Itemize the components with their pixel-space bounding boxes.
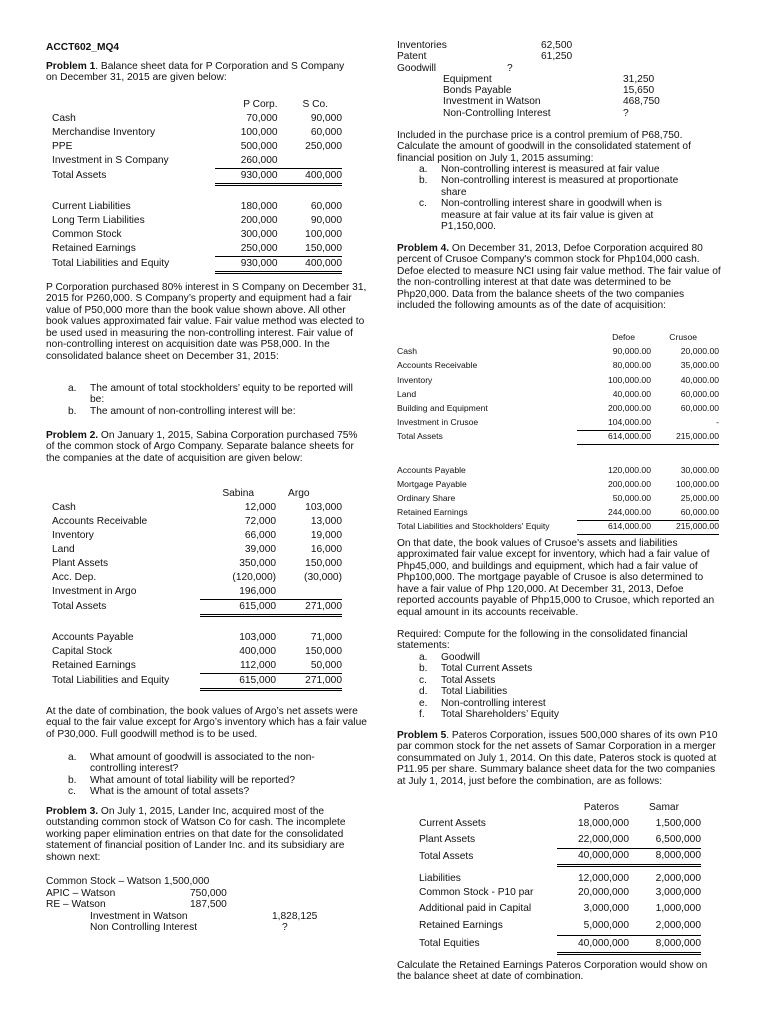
table-row: Liabilities 12,000,000 2,000,000 (419, 872, 701, 884)
table-row: Accounts Payable 120,000.00 30,000.00 (397, 464, 719, 475)
problem-1-narrative: P Corporation purchased 80% interest in S Company on December 31, 2015 for P260,000. S Company’s property and equipment had a fair value of P50,000 more than the book value shown above. All other book values approximated fair value. Fair value method was elected to be used used in measuring the non-controlling interest. Fair value of non-controlling interest on acquisition date was P58,000. In the consolidated balance sheet on December 31, 2015: (46, 282, 367, 362)
table-row: Land 39,000 16,000 (52, 544, 342, 556)
table-row: Land 40,000.00 60,000.00 (397, 388, 719, 399)
list-item: a. The amount of total stockholders’ equity to be reported will be: (68, 383, 353, 406)
table-row: Investment in Crusoe 104,000.00 - (397, 416, 719, 430)
problem-2-table: Sabina Argo Cash 12,000 103,000 Accounts Receivable 72,000 13,000 Inventory 66,000 19,000 Land 39,000 16,000 Plant Assets 350,000 150,000 Acc. Dep. (120,000) (30,000) Investment in Argo 196,000 Total Assets 615,000 271,000 Accounts Payable 103,000 71,000 Capital Stock 400,000 150,000 Retained Earnings 112,000 50,000 Total Liabilities and Equity 615,000 271,000 (52, 487, 342, 691)
table-row: Inventory 100,000.00 40,000.00 (397, 374, 719, 385)
list-item: c. Total Assets (419, 674, 496, 686)
table-row: Plant Assets 22,000,000 6,500,000 (419, 832, 701, 848)
list-item: e. Non-controlling interest (419, 697, 546, 709)
table-row: Accounts Receivable 80,000.00 35,000.00 (397, 360, 719, 371)
list-item: b. Non-controlling interest is measured at proportionate share (419, 175, 679, 198)
journal-entry: RE – Watson 187,500 (46, 899, 227, 910)
table-row: Long Term Liabilities 200,000 90,000 (52, 215, 342, 227)
problem-4-table: Defoe Crusoe Cash 90,000.00 20,000.00 Accounts Receivable 80,000.00 35,000.00 Inventory 100,000.00 40,000.00 Land 40,000.00 60,000.00 Building and Equipment 200,000.00 60,000.00 Investment in Crusoe 104,000.00 - Total Assets 614,000.00 215,000.00 Accounts Payable 120,000.00 30,000.00 Mortgage Payable 200,000.00 100,000.00 Ordinary Share 50,000.00 25,000.00 Retained Earnings 244,000.00 60,000.00 Total Liabilities and Stockholders' Equity 614,000.00 215,000.00 (397, 331, 719, 535)
problem-2-questions (46, 752, 356, 798)
journal-entry: APIC – Watson 750,000 (46, 887, 227, 899)
problem-1-table (52, 98, 342, 274)
problem-2-intro: Problem 2. On January 1, 2015, Sabina Corporation purchased 75% of the common stock of Argo Company. Separate balance sheets for the companies at the date of acquisition are given below: (46, 430, 358, 464)
problem-3-questions (397, 164, 702, 233)
journal-entry: Patent 61,250 (397, 51, 573, 63)
table-row: Investment in Argo 196,000 (52, 585, 342, 599)
table-row: Accounts Payable 103,000 71,000 (52, 632, 342, 644)
total-row: Total Liabilities and Equity 930,000 400,000 (52, 256, 342, 272)
problem-5-table: Pateros Samar Current Assets 18,000,000 1,500,000 Plant Assets 22,000,000 6,500,000 Total Assets 40,000,000 8,000,000 Liabilities 12,000,000 2,000,000 Common Stock - P10 par 20,000,000 3,000,000 Additional paid in Capital 3,000,000 1,000,000 Retained Earnings 5,000,000 2,000,000 Total Equities 40,000,000 8,000,000 (419, 800, 701, 955)
table-row: Retained Earnings 112,000 50,000 (52, 660, 342, 672)
list-item: c. Non-controlling interest share in goodwill when is measure at fair value at its fair value is given at P1,150,000. (419, 198, 662, 233)
table-row: Capital Stock 400,000 150,000 (52, 646, 342, 658)
table-row: Common Stock 300,000 100,000 (52, 229, 342, 241)
problem-3-intro: Problem 3. On July 1, 2015, Lander Inc, acquired most of the outstanding common stock of Watson Co for cash. The incomplete working paper elimination entries on that date for the consolidated statement of financial position of Lander Inc. and its subsidiary are shown next: (46, 806, 346, 863)
problem-2-narrative: At the date of combination, the book values of Argo’s net assets were equal to the fair value except for Argo’s inventory which has a fair value of P30,000. Full goodwill method is to be used. (46, 706, 367, 740)
table-row: Acc. Dep. (120,000) (30,000) (52, 572, 342, 584)
col-header: P Corp. (243, 99, 278, 111)
table-row: Current Assets 18,000,000 1,500,000 (419, 818, 701, 830)
total-row: Total Liabilities and Equity 615,000 271,000 (52, 673, 342, 689)
total-row: Total Equities 40,000,000 8,000,000 (419, 935, 701, 953)
table-row: Building and Equipment 200,000.00 60,000.00 (397, 403, 719, 414)
problem-5-intro: Problem 5. Pateros Corporation, issues 500,000 shares of its own P10 par common stock for the net assets of Samar Corporation in a merger consummated on July 1, 2014. On this date, Pateros stock is quoted at P11.95 per share. Summary balance sheet data for the two companies at July 1, 2014, just before the combination, are as follows: (397, 730, 718, 787)
journal-entry: Non Controlling Interest ? (90, 922, 288, 933)
total-row: Total Assets 615,000 271,000 (52, 599, 342, 615)
journal-entry: Investment in Watson 1,828,125 (90, 910, 318, 922)
problem-3-narrative: Included in the purchase price is a control premium of P68,750. Calculate the amount of goodwill in the consolidated statement of financial position on July 1, 2015 assuming: (397, 130, 691, 164)
table-row: Retained Earnings 5,000,000 2,000,000 (419, 917, 701, 935)
table-row: Accounts Receivable 72,000 13,000 (52, 516, 342, 528)
problem-3-entries (46, 876, 366, 934)
list-item: a. What amount of goodwill is associated to the non-controlling interest? (68, 752, 315, 775)
table-row: Common Stock - P10 par 20,000,000 3,000,000 (419, 886, 701, 898)
col-header: S Co. (302, 99, 328, 111)
journal-entry: Equipment 31,250 (443, 73, 655, 85)
table-row: Cash 70,000 90,000 (52, 113, 342, 125)
table-row: Inventory 66,000 19,000 (52, 530, 342, 542)
problem-4-intro: Problem 4. On December 31, 2013, Defoe Corporation acquired 80 percent of Crusoe Company's common stock for Php104,000 cash. Defoe elected to measure NCI using fair value method. The fair value of the non-controlling interest at that date was determined to be Php20,000. Data from the balance sheets of the two companies included the following amounts as of the date of acquisition: (397, 243, 721, 312)
total-row: Total Assets 40,000,000 8,000,000 (419, 848, 701, 865)
list-item: d. Total Liabilities (419, 686, 508, 698)
table-row: Merchandise Inventory 100,000 60,000 (52, 127, 342, 139)
journal-entry: Investment in Watson 468,750 (443, 96, 660, 108)
doc-title: ACCT602_MQ4 (46, 42, 120, 53)
journal-entry: Bonds Payable 15,650 (443, 85, 655, 97)
table-row: Plant Assets 350,000 150,000 (52, 558, 342, 570)
list-item: a. Goodwill (419, 652, 481, 663)
table-row: Cash 90,000.00 20,000.00 (397, 346, 719, 357)
journal-entry: Non-Controlling Interest ? (443, 107, 629, 119)
problem-1-questions (46, 383, 356, 417)
total-row: Total Assets 930,000 400,000 (52, 168, 342, 184)
list-item: a. Non-controlling interest is measured at fair value (419, 164, 660, 175)
journal-entry: Inventories 62,500 (397, 40, 573, 51)
problem-4-required: Required: Compute for the following in the consolidated financial statements: (397, 629, 688, 652)
problem-4-questions (397, 652, 697, 721)
problem-4-narrative: On that date, the book values of Crusoe's assets and liabilities approximated fair value except for inventory, which had a fair value of Php45,000, and buildings and equipment, which had a fair value of Php100,000. The mortgage payable of Crusoe is also determined to have a fair value of Php 120,000. At December 31, 2013, Defoe reported accounts payable of Php15,000 to Crusoe, which reported an equal amount in its accounts receivable. (397, 538, 715, 618)
table-row: Ordinary Share 50,000.00 25,000.00 (397, 492, 719, 503)
table-row: Cash 12,000 103,000 (52, 502, 342, 514)
list-item: b. What amount of total liability will be reported? (68, 774, 295, 786)
table-row: Retained Earnings 244,000.00 60,000.00 (397, 506, 719, 520)
problem-3-entries-cont (397, 40, 717, 119)
table-row: Additional paid in Capital 3,000,000 1,000,000 (419, 903, 701, 915)
table-row: Retained Earnings 250,000 150,000 (52, 243, 342, 255)
total-row: Total Liabilities and Stockholders' Equity 614,000.00 215,000.00 (397, 520, 719, 534)
problem-5-narrative: Calculate the Retained Earnings Pateros Corporation would show on the balance sheet at date of combination. (397, 960, 708, 983)
table-row: Current Liabilities 180,000 60,000 (52, 201, 342, 213)
journal-entry: Common Stock – Watson 1,500,000 (46, 876, 210, 887)
table-row: Investment in S Company 260,000 (52, 154, 342, 168)
list-item: b. Total Current Assets (419, 663, 533, 675)
list-item: c. What is the amount of total assets? (68, 786, 250, 798)
list-item: f. Total Shareholders’ Equity (419, 709, 559, 721)
list-item: b. The amount of non-controlling interest will be: (68, 405, 296, 417)
total-row: Total Assets 614,000.00 215,000.00 (397, 430, 719, 444)
table-row: Mortgage Payable 200,000.00 100,000.00 (397, 478, 719, 489)
table-row: PPE 500,000 250,000 (52, 141, 342, 153)
journal-entry: Goodwill ? (397, 62, 513, 74)
problem-1-intro: Problem 1. Balance sheet data for P Corporation and S Company on December 31, 2015 are given below: (46, 61, 345, 84)
